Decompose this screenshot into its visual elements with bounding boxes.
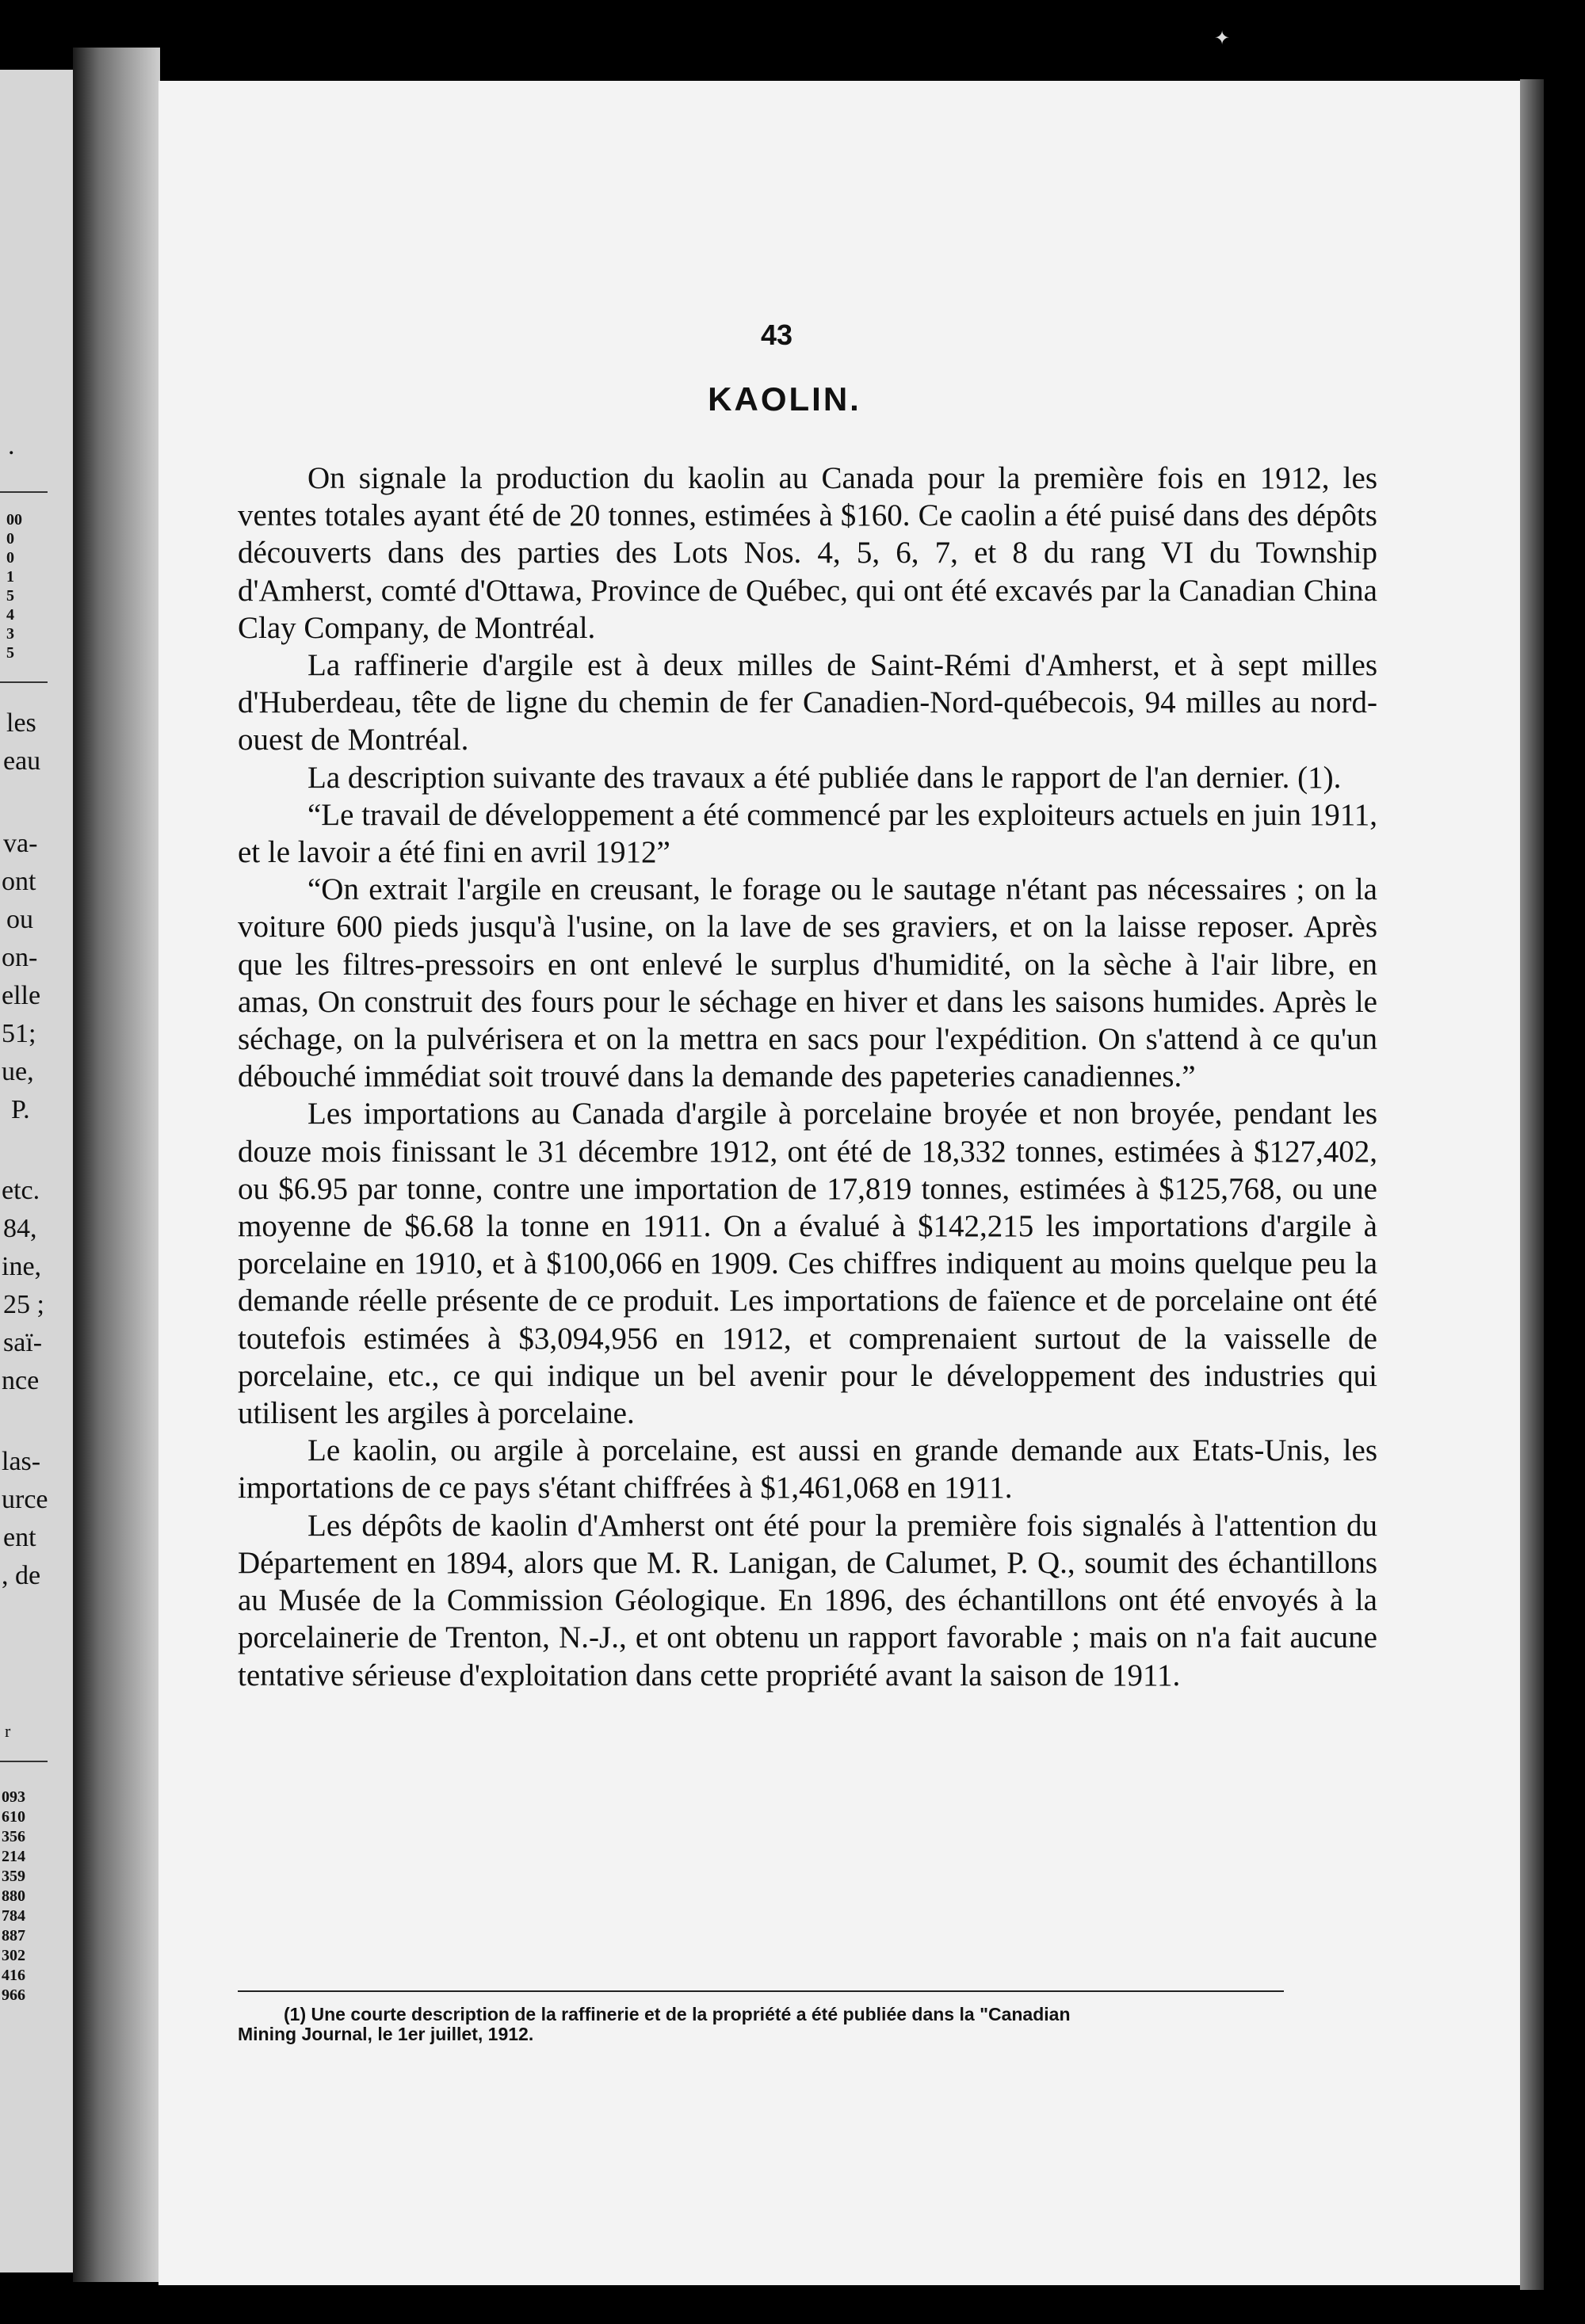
- left-fragment: r: [5, 1721, 11, 1741]
- left-fragment: nce: [2, 1366, 40, 1395]
- quote-paragraph: “Le travail de développement a été commencé par les exploiteurs actuels en juin 1911, et le lavoir a été fini en avril 1912”: [238, 797, 1378, 870]
- left-fragment: P.: [11, 1095, 30, 1124]
- left-fragment: 25 ;: [3, 1290, 44, 1319]
- left-fragment: .: [8, 431, 15, 460]
- left-fragment: saï-: [3, 1328, 43, 1357]
- left-number-column: 00 0 0 1 5 4 3 5: [6, 511, 22, 662]
- page-title: KAOLIN.: [708, 380, 861, 418]
- left-fragment: on-: [2, 943, 38, 972]
- left-number-column: 093 610 356 214 359 880 784 887 302 416 966: [2, 1788, 25, 2004]
- paragraph: Les dépôts de kaolin d'Amherst ont été pour la première fois signalés à l'attention du Département en 1894, alors que M. R. Lanigan, de Calumet, P. Q., soumit des échantillons au Musée de la Commission Géologique. En 1896, des échantillons ont été envoyés à la porcelainerie de Trenton, N.-J., et ont obtenu un rapport favorable ; mais on n'a fait aucune tentative sérieuse d'exploitation dans cette propriété avant la saison de 1911.: [238, 1508, 1377, 1692]
- left-fragment: elle: [2, 981, 41, 1010]
- left-fragment: , de: [2, 1561, 41, 1590]
- left-fragment: ou: [6, 905, 33, 934]
- quote-paragraph: “On extrait l'argile en creusant, le forage ou le sautage n'étant pas nécessaires ; on la voiture 600 pieds jusqu'à l'usine, on la lave de ses graviers, et on la laisse reposer. Après que les filtres-pressoirs en ont enlevé le surplus d'humidité, on la sèche à l'air libre, en amas, On construit des fours pour le séchage en hiver et dans les saisons humides. Après le séchage, on la pulvérisera et on la mettra en sacs pour l'expédition. On s'attend à ce qu'un débouché immédiat soit trouvé dans la demande des papeteries canadiennes.”: [238, 872, 1377, 1094]
- book-gutter: [73, 48, 160, 2282]
- left-fragment: eau: [3, 746, 41, 776]
- left-fragment: ont: [2, 867, 36, 896]
- left-page-fragment: [0, 70, 73, 2272]
- paragraph: Le kaolin, ou argile à porcelaine, est aussi en grande demande aux Etats-Unis, les importations de ce pays s'étant chiffrées à $1,461,068 en 1911.: [238, 1433, 1377, 1505]
- paragraph: On signale la production du kaolin au Canada pour la première fois en 1912, les ventes totales ayant été de 20 tonnes, estimées à $160. Ce caolin a été puisé dans des dépôts découverts dans des parties des Lots Nos. 4, 5, 6, 7, et 8 du rang VI du Township d'Amherst, comté d'Ottawa, Province de Québec, qui ont été excavés par la Canadian China Clay Company, de Montréal.: [238, 461, 1377, 645]
- left-fragment: las-: [2, 1447, 41, 1476]
- page-edge: [1520, 79, 1544, 2290]
- paragraph: La description suivante des travaux a été publiée dans le rapport de l'an dernier. (1).: [307, 760, 1342, 795]
- left-fragment: urce: [2, 1485, 48, 1514]
- body-text: [238, 460, 1377, 1694]
- left-fragment: les: [6, 708, 36, 738]
- left-fragment: ine,: [2, 1252, 42, 1281]
- page-number: 43: [760, 319, 793, 351]
- document-page: [158, 81, 1520, 2285]
- footnote-line: (1) Une courte description de la raffinerie et de la propriété a été publiée dans la "Canadian: [284, 2004, 1071, 2024]
- left-fragment: 84,: [3, 1214, 37, 1243]
- left-fragment: va-: [3, 829, 38, 858]
- left-rule: [0, 491, 48, 493]
- left-rule: [0, 681, 48, 683]
- paragraph: La raffinerie d'argile est à deux milles de Saint-Rémi d'Amherst, et à sept milles d'Huberdeau, tête de ligne du chemin de fer Canadien-Nord-québecois, 94 milles au nord-ouest de Montréal.: [238, 648, 1377, 757]
- left-fragment: ue,: [2, 1057, 34, 1086]
- scan-mark: ✦: [1214, 29, 1231, 49]
- footnote-divider: [238, 1990, 1284, 1992]
- footnote: [238, 2005, 1379, 2044]
- left-rule: [0, 1761, 48, 1762]
- footnote-line: Mining Journal, le 1er juillet, 1912.: [238, 2024, 534, 2044]
- paragraph: Les importations au Canada d'argile à porcelaine broyée et non broyée, pendant les douze mois finissant le 31 décembre 1912, ont été de 18,332 tonnes, estimées à $127,402, ou $6.95 par tonne, contre une importation de 17,819 tonnes, estimées à $125,768, ou une moyenne de $6.68 la tonne en 1911. On a évalué à $142,215 les importations d'argile à porcelaine en 1910, et à $100,066 en 1909. Ces chiffres indiquent au moins quelque peu la demande réelle présente de ce produit. Les importations de faïence et de porcelaine ont été toutefois estimées à $3,094,956 en 1912, et comprenaient surtout de la vaisselle de porcelaine, etc., ce qui indique un bel avenir pour le développement des industries qui utilisent les argiles à porcelaine.: [238, 1097, 1377, 1431]
- left-fragment: 51;: [2, 1019, 36, 1048]
- left-fragment: etc.: [2, 1176, 40, 1205]
- left-fragment: ent: [3, 1523, 36, 1552]
